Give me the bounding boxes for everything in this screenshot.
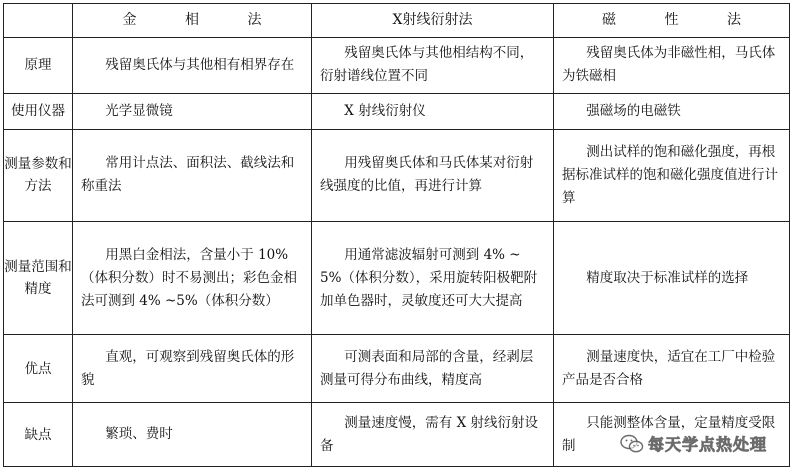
row-label: 测量参数和方法 (4, 129, 73, 222)
table-row (4, 38, 790, 94)
row-label: 使用仪器 (4, 93, 73, 129)
header-xray: X射线衍射法 (312, 4, 554, 38)
table-row (4, 93, 790, 129)
cell-xray: X 射线衍射仪 (312, 93, 554, 129)
header-magnetic-label: 磁 性 法 (602, 12, 763, 28)
cell-magnetic: 精度取决于标准试样的选择 (554, 222, 790, 335)
row-label: 优点 (4, 335, 73, 403)
comparison-table (3, 3, 790, 467)
row-label: 缺点 (4, 403, 73, 467)
cell-xray: 用残留奥氏体和马氏体某对衍射线强度的比值，再进行计算 (312, 129, 554, 222)
header-magnetic (554, 4, 790, 38)
table-row (4, 222, 790, 335)
cell-magnetic: 强磁场的电磁铁 (554, 93, 790, 129)
table-row (4, 403, 790, 467)
cell-magnetic: 测出试样的饱和磁化强度，再根据标准试样的饱和磁化强度值进行计算 (554, 129, 790, 222)
cell-xray: 用通常滤波辐射可测到 4% ~ 5%（体积分数），采用旋转阳极靶附加单色器时，灵敏度还可大大提高 (312, 222, 554, 335)
cell-metallographic: 直观，可观察到残留奥氏体的形貌 (73, 335, 312, 403)
table-row (4, 335, 790, 403)
cell-metallographic: 常用计点法、面积法、截线法和称重法 (73, 129, 312, 222)
header-corner (4, 4, 73, 38)
cell-metallographic: 光学显微镜 (73, 93, 312, 129)
cell-metallographic: 繁琐、费时 (73, 403, 312, 467)
header-row (4, 4, 790, 38)
row-label: 原理 (4, 38, 73, 94)
cell-metallographic: 残留奥氏体与其他相有相界存在 (73, 38, 312, 94)
header-metallographic (73, 4, 312, 38)
table-row (4, 129, 790, 222)
cell-magnetic: 测量速度快，适宜在工厂中检验产品是否合格 (554, 335, 790, 403)
header-metallographic-label: 金 相 法 (122, 12, 284, 28)
cell-magnetic: 残留奥氏体为非磁性相，马氏体为铁磁相 (554, 38, 790, 94)
cell-metallographic: 用黑白金相法，含量小于 10%（体积分数）时不易测出；彩色金相法可测到 4% ~5%（体积分数） (73, 222, 312, 335)
watermark-text: 每天学点热处理 (647, 435, 767, 454)
cell-xray: 残留奥氏体与其他相结构不同，衍射谱线位置不同 (312, 38, 554, 94)
row-label: 测量范围和精度 (4, 222, 73, 335)
cell-xray: 测量速度慢，需有 X 射线衍射设备 (312, 403, 554, 467)
cell-xray: 可测表面和局部的含量，经剥层测量可得分布曲线，精度高 (312, 335, 554, 403)
cell-magnetic: 只能测整体含量，定量精度受限制 (554, 403, 790, 467)
